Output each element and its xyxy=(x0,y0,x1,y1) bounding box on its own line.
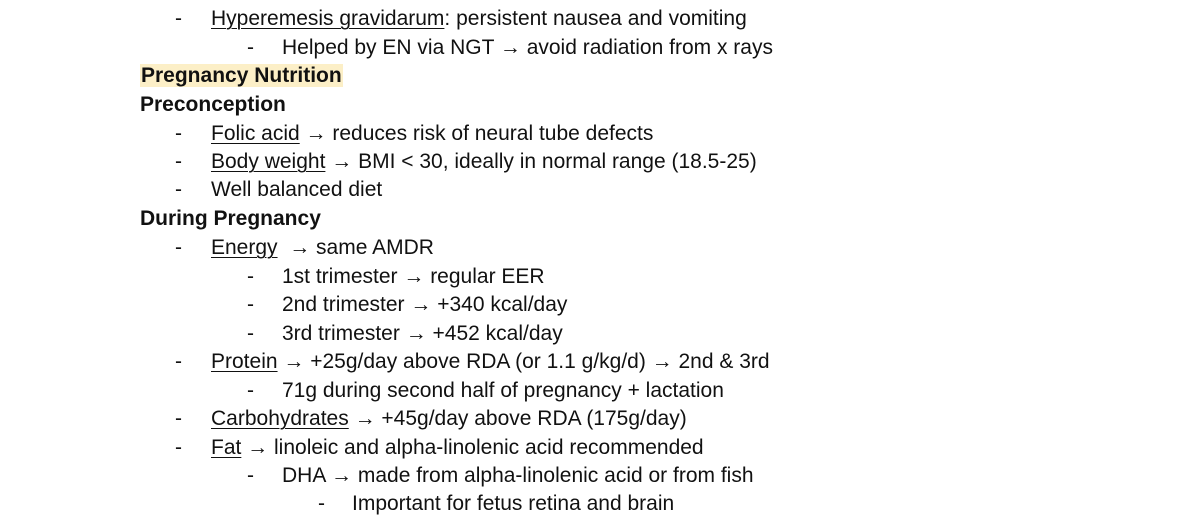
text-trimester-1: 1st trimester → regular EER xyxy=(282,265,545,288)
bullet-dash: - xyxy=(175,436,182,459)
term-folic-acid: Folic acid xyxy=(211,122,300,145)
term-carbohydrates: Carbohydrates xyxy=(211,407,349,430)
bullet-dash: - xyxy=(247,36,254,59)
text-hyperemesis-sub: Helped by EN via NGT → avoid radiation from x rays xyxy=(282,36,773,59)
term-protein: Protein xyxy=(211,350,278,373)
heading-preconception: Preconception xyxy=(140,93,286,116)
term-hyperemesis: Hyperemesis gravidarum xyxy=(211,7,445,30)
text-dha: DHA → made from alpha-linolenic acid or from fish xyxy=(282,464,754,487)
bullet-dash: - xyxy=(175,236,182,259)
bullet-dash: - xyxy=(247,464,254,487)
text-energy: → same AMDR xyxy=(277,236,434,259)
bullet-dash: - xyxy=(175,407,182,430)
text-trimester-3: 3rd trimester → +452 kcal/day xyxy=(282,322,563,345)
text-protein: → +25g/day above RDA (or 1.1 g/kg/d) → 2nd & 3rd xyxy=(277,350,770,373)
bullet-dash: - xyxy=(247,379,254,402)
text-dha-sub: Important for fetus retina and brain xyxy=(352,492,675,515)
term-energy: Energy xyxy=(211,236,278,259)
text-fat: → linoleic and alpha-linolenic acid recommended xyxy=(241,436,704,459)
text-carbohydrates: → +45g/day above RDA (175g/day) xyxy=(348,407,687,430)
bullet-dash: - xyxy=(247,265,254,288)
bullet-dash: - xyxy=(247,322,254,345)
bullet-dash: - xyxy=(175,150,182,173)
text-trimester-2: 2nd trimester → +340 kcal/day xyxy=(282,293,568,316)
bullet-dash: - xyxy=(175,178,182,201)
bullet-dash: - xyxy=(247,293,254,316)
heading-during-pregnancy: During Pregnancy xyxy=(140,207,321,230)
bullet-dash: - xyxy=(318,492,325,515)
bullet-dash: - xyxy=(175,7,182,30)
text-folic-acid: → reduces risk of neural tube defects xyxy=(299,122,654,145)
term-fat: Fat xyxy=(211,436,242,459)
bullet-dash: - xyxy=(175,350,182,373)
term-body-weight: Body weight xyxy=(211,150,326,173)
text-hyperemesis: : persistent nausea and vomiting xyxy=(444,7,747,30)
bullet-dash: - xyxy=(175,122,182,145)
section-title xyxy=(140,62,343,90)
section-title-text: Pregnancy Nutrition xyxy=(141,64,342,87)
text-body-weight: → BMI < 30, ideally in normal range (18.5-25) xyxy=(325,150,757,173)
text-protein-sub: 71g during second half of pregnancy + lactation xyxy=(282,379,724,402)
text-balanced-diet: Well balanced diet xyxy=(211,178,383,201)
